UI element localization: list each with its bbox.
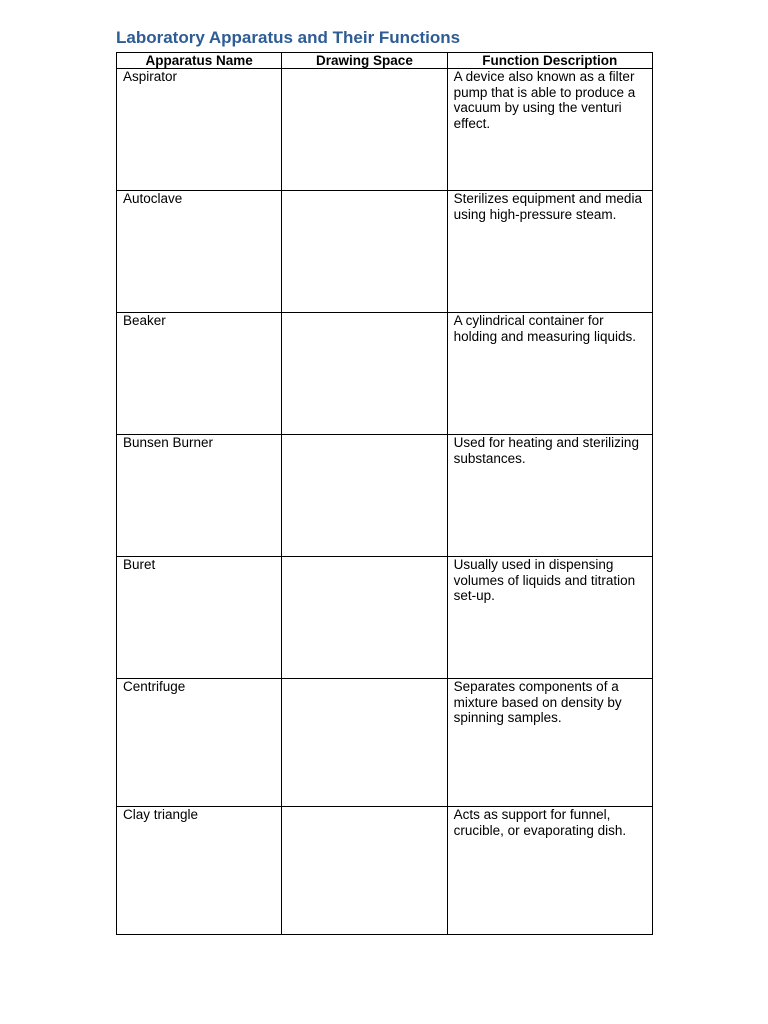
apparatus-name-cell: Aspirator bbox=[117, 69, 282, 191]
table-row bbox=[117, 679, 653, 807]
page-title: Laboratory Apparatus and Their Functions bbox=[116, 28, 461, 47]
function-description-cell: A cylindrical container for holding and measuring liquids. bbox=[447, 313, 652, 435]
table-row bbox=[117, 69, 653, 191]
table-header-row bbox=[117, 53, 653, 69]
function-description-cell: Used for heating and sterilizing substances. bbox=[447, 435, 652, 557]
table-row bbox=[117, 557, 653, 679]
drawing-space-cell bbox=[282, 807, 447, 935]
header-apparatus-name: Apparatus Name bbox=[117, 53, 282, 69]
header-function-description: Function Description bbox=[447, 53, 652, 69]
function-description-cell: A device also known as a filter pump that is able to produce a vacuum by using the venturi effect. bbox=[447, 69, 652, 191]
apparatus-name-cell: Clay triangle bbox=[117, 807, 282, 935]
function-description-cell: Usually used in dispensing volumes of liquids and titration set-up. bbox=[447, 557, 652, 679]
drawing-space-cell bbox=[282, 69, 447, 191]
drawing-space-cell bbox=[282, 191, 447, 313]
drawing-space-cell bbox=[282, 313, 447, 435]
apparatus-name-cell: Centrifuge bbox=[117, 679, 282, 807]
function-description-cell: Sterilizes equipment and media using high-pressure steam. bbox=[447, 191, 652, 313]
table-row bbox=[117, 313, 653, 435]
table-row bbox=[117, 435, 653, 557]
apparatus-name-cell: Buret bbox=[117, 557, 282, 679]
drawing-space-cell bbox=[282, 679, 447, 807]
header-drawing-space: Drawing Space bbox=[282, 53, 447, 69]
function-description-cell: Acts as support for funnel, crucible, or evaporating dish. bbox=[447, 807, 652, 935]
drawing-space-cell bbox=[282, 435, 447, 557]
table-row bbox=[117, 807, 653, 935]
apparatus-table bbox=[116, 52, 653, 935]
drawing-space-cell bbox=[282, 557, 447, 679]
apparatus-name-cell: Bunsen Burner bbox=[117, 435, 282, 557]
table-row bbox=[117, 191, 653, 313]
function-description-cell: Separates components of a mixture based on density by spinning samples. bbox=[447, 679, 652, 807]
apparatus-name-cell: Beaker bbox=[117, 313, 282, 435]
apparatus-name-cell: Autoclave bbox=[117, 191, 282, 313]
